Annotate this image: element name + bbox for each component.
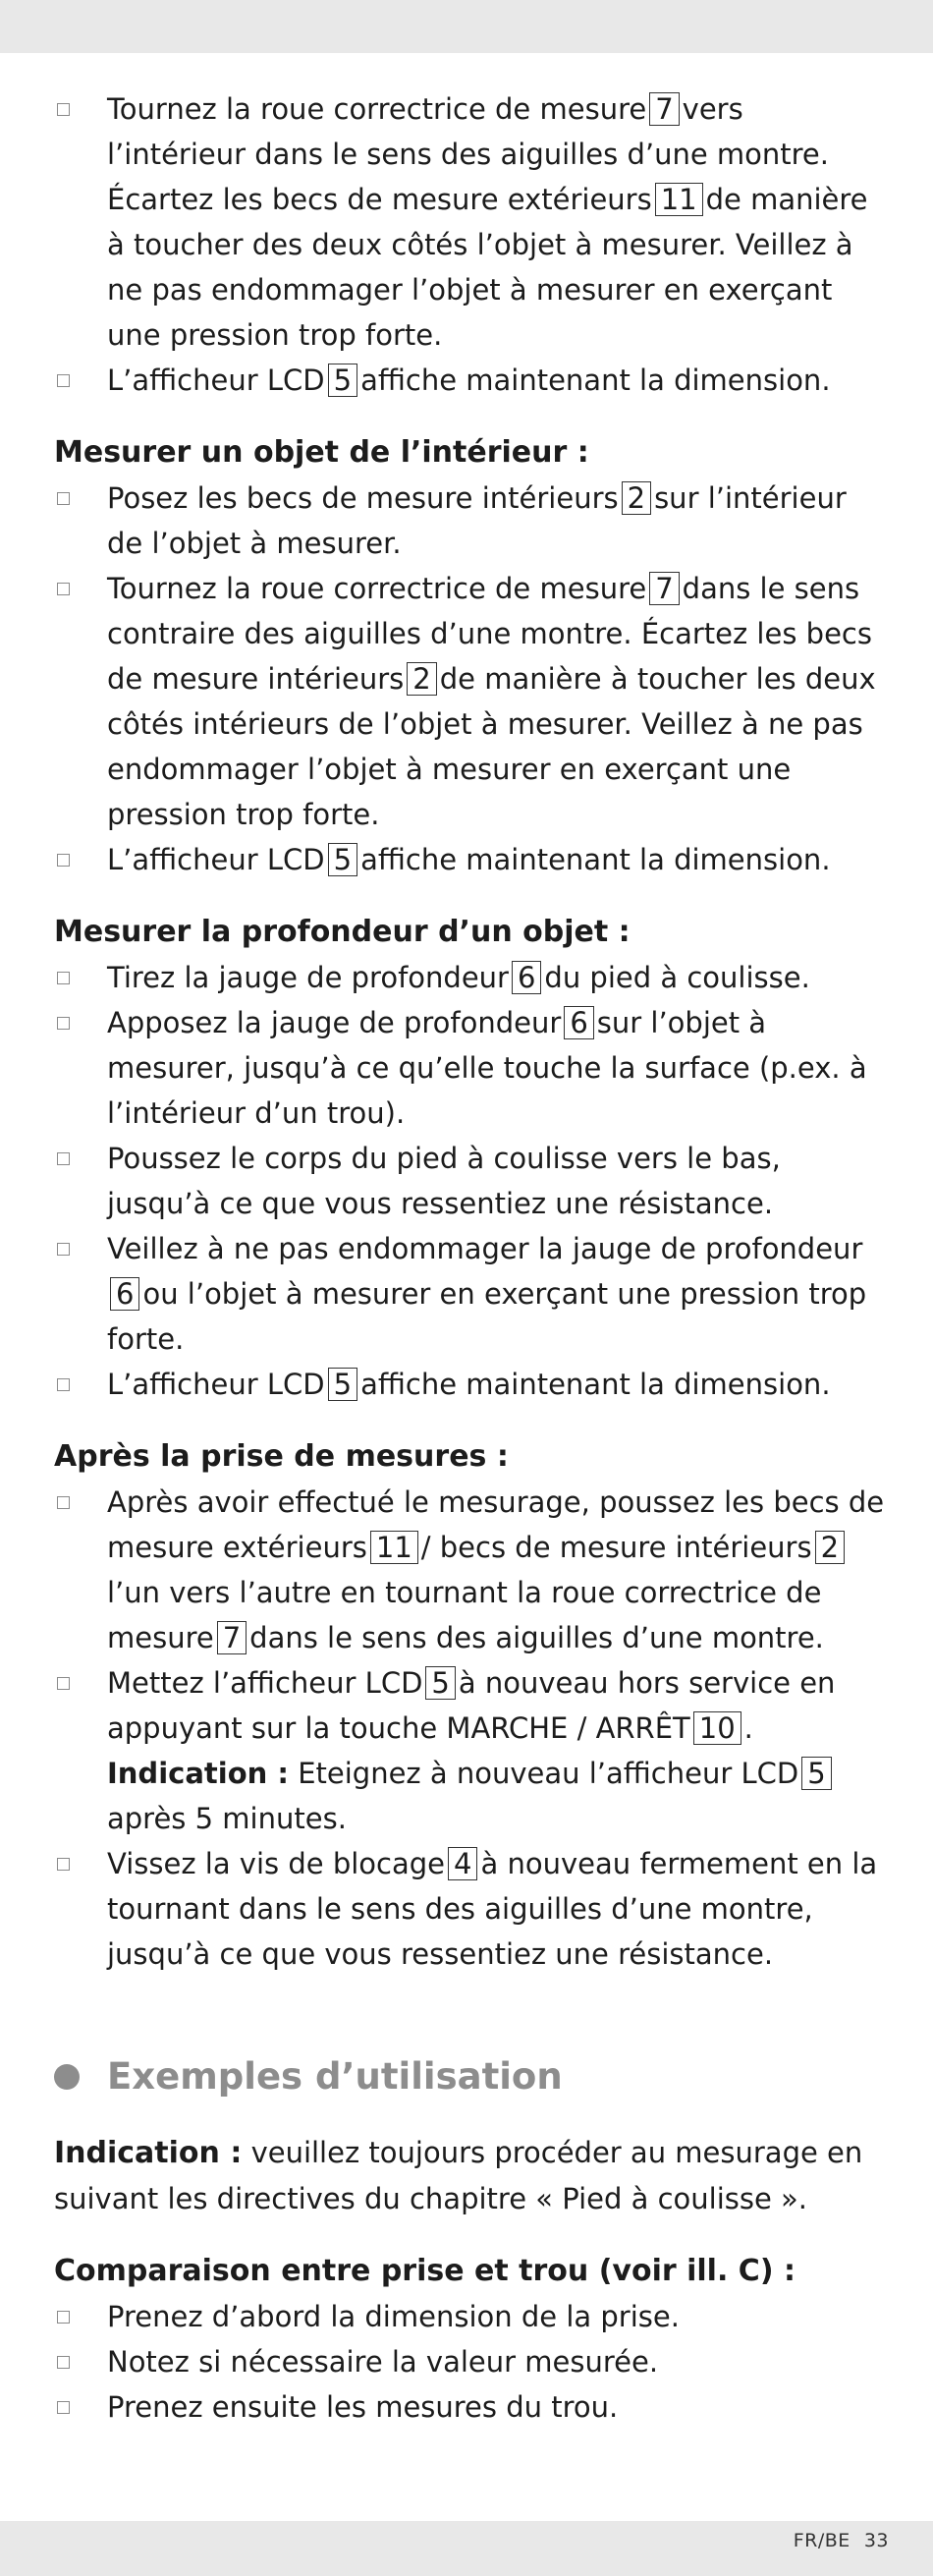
section-heading: Mesurer un objet de l’intérieur : (54, 435, 589, 470)
item-text: affiche maintenant la dimension. (360, 1368, 831, 1401)
item-text: Posez les becs de mesure intérieurs (107, 481, 619, 515)
checkbox-bullet-icon (57, 854, 70, 867)
section-heading: Mesurer la profondeur d’un objet : (54, 915, 631, 949)
list-item (54, 1362, 889, 1407)
item-text: dans le sens des aiguilles d’une montre. (249, 1621, 824, 1654)
section-title-text: Exemples d’utilisation (107, 2055, 563, 2098)
item-text: affiche maintenant la dimension. (360, 843, 831, 876)
item-text: L’afficheur LCD (107, 1368, 325, 1401)
list-item (54, 566, 889, 837)
checkbox-bullet-icon (57, 1496, 70, 1509)
item-text: affiche maintenant la dimension. (360, 364, 831, 397)
item-text: de manière à toucher des deux côtés l’objet à mesurer. Veillez à ne pas endommager l’objet à mesurer en exerçant une pression trop forte. (107, 183, 868, 352)
note-text: Eteignez à nouveau l’afficheur LCD (298, 1757, 799, 1790)
list-item (54, 1841, 889, 1977)
item-text: de manière à toucher les deux côtés intérieurs de l’objet à mesurer. Veillez à ne pas endommager l’objet à mesurer en exerçant une pression trop forte. (107, 662, 876, 831)
list-item (54, 1660, 889, 1841)
note-label: Indication : (54, 2136, 243, 2170)
note-label: Indication : (107, 1757, 289, 1790)
list-item (54, 476, 889, 566)
reference-number: 5 (328, 843, 357, 876)
item-text: sur l’objet à mesurer, jusqu’à ce qu’elle touche la surface (p.ex. à l’intérieur d’un trou). (107, 1006, 867, 1130)
item-text: ou l’objet à mesurer en exerçant une pression trop forte. (107, 1277, 867, 1356)
list-item (54, 86, 889, 358)
item-text: l’un vers l’autre en tournant la roue correctrice de mesure (107, 1576, 822, 1654)
list-item (54, 1480, 889, 1660)
item-text: Après avoir effectué le mesurage, poussez les becs de mesure extérieurs (107, 1485, 885, 1564)
item-text: Apposez la jauge de profondeur (107, 1006, 562, 1039)
item-text: Poussez le corps du pied à coulisse vers le bas, jusqu’à ce que vous ressentiez une résistance. (107, 1142, 781, 1220)
item-text: Vissez la vis de blocage (107, 1847, 445, 1880)
reference-number: 7 (649, 92, 679, 126)
checkbox-bullet-icon (57, 1152, 70, 1165)
checkbox-bullet-icon (57, 103, 70, 116)
note-text: après 5 minutes. (107, 1802, 347, 1835)
item-text: à nouveau hors service en appuyant sur la touche MARCHE / ARRÊT (107, 1666, 836, 1745)
page-number: 33 (863, 2530, 889, 2551)
reference-number: 6 (110, 1277, 139, 1311)
reference-number: 4 (448, 1847, 477, 1880)
list-item (54, 358, 889, 403)
reference-number: 10 (693, 1711, 741, 1745)
section-title (54, 2051, 889, 2102)
item-text: Tirez la jauge de profondeur (107, 961, 509, 994)
indication-paragraph (54, 2130, 889, 2221)
checkbox-bullet-icon (57, 2401, 70, 2414)
checkbox-bullet-icon (57, 2356, 70, 2369)
reference-number: 2 (622, 481, 651, 515)
checkbox-bullet-icon (57, 1378, 70, 1391)
reference-number: 6 (564, 1006, 593, 1039)
reference-number: 6 (512, 961, 541, 994)
item-text: Prenez d’abord la dimension de la prise. (107, 2300, 680, 2333)
checkbox-bullet-icon (57, 1858, 70, 1871)
list-item (54, 2339, 889, 2384)
reference-number: 5 (328, 1368, 357, 1401)
list-item (54, 837, 889, 882)
checkbox-bullet-icon (57, 972, 70, 984)
item-text: Mettez l’afficheur LCD (107, 1666, 423, 1700)
reference-number: 7 (649, 572, 679, 605)
item-text: Notez si nécessaire la valeur mesurée. (107, 2345, 659, 2379)
list-item (54, 2294, 889, 2339)
checkbox-bullet-icon (57, 1017, 70, 1030)
list-item (54, 2384, 889, 2430)
checkbox-bullet-icon (57, 583, 70, 595)
bullet-dot-icon (54, 2064, 80, 2090)
checkbox-bullet-icon (57, 492, 70, 505)
reference-number: 5 (328, 364, 357, 397)
item-text: L’afficheur LCD (107, 843, 325, 876)
reference-number: 5 (425, 1666, 455, 1700)
locale-code: FR/BE (793, 2530, 851, 2551)
checkbox-bullet-icon (57, 1243, 70, 1256)
page-footer (794, 2530, 889, 2551)
reference-number: 5 (801, 1757, 831, 1790)
item-text: sur l’intérieur de l’objet à mesurer. (107, 481, 847, 560)
page-content (54, 86, 889, 2430)
item-text: . (743, 1711, 753, 1745)
item-text: du pied à coulisse. (544, 961, 810, 994)
reference-number: 11 (655, 183, 703, 216)
list-item (54, 1000, 889, 1136)
reference-number: 7 (217, 1621, 247, 1654)
item-text: vers l’intérieur dans le sens des aiguilles d’une montre. Écartez les becs de mesure extérieurs (107, 92, 829, 216)
reference-number: 2 (815, 1531, 845, 1564)
top-bar (0, 0, 933, 53)
checkbox-bullet-icon (57, 2311, 70, 2324)
item-text: Tournez la roue correctrice de mesure (107, 572, 647, 605)
section-heading: Après la prise de mesures : (54, 1439, 509, 1474)
item-text: Veillez à ne pas endommager la jauge de profondeur (107, 1232, 863, 1265)
checkbox-bullet-icon (57, 1677, 70, 1690)
item-text: / becs de mesure intérieurs (420, 1531, 812, 1564)
item-text: Tournez la roue correctrice de mesure (107, 92, 647, 126)
item-text: Prenez ensuite les mesures du trou. (107, 2390, 619, 2424)
reference-number: 2 (407, 662, 436, 696)
list-item (54, 1136, 889, 1226)
item-text: L’afficheur LCD (107, 364, 325, 397)
item-text: à nouveau fermement en la tournant dans le sens des aiguilles d’une montre, jusqu’à ce que vous ressentiez une résistance. (107, 1847, 878, 1971)
list-item (54, 1226, 889, 1362)
reference-number: 11 (370, 1531, 418, 1564)
note-text: veuillez toujours procéder au mesurage en suivant les directives du chapitre « Pied à coulisse ». (54, 2136, 863, 2215)
section-heading: Comparaison entre prise et trou (voir ill. C) : (54, 2254, 796, 2288)
list-item (54, 955, 889, 1000)
checkbox-bullet-icon (57, 374, 70, 387)
item-text: dans le sens contraire des aiguilles d’une montre. Écartez les becs de mesure intérieurs (107, 572, 872, 696)
